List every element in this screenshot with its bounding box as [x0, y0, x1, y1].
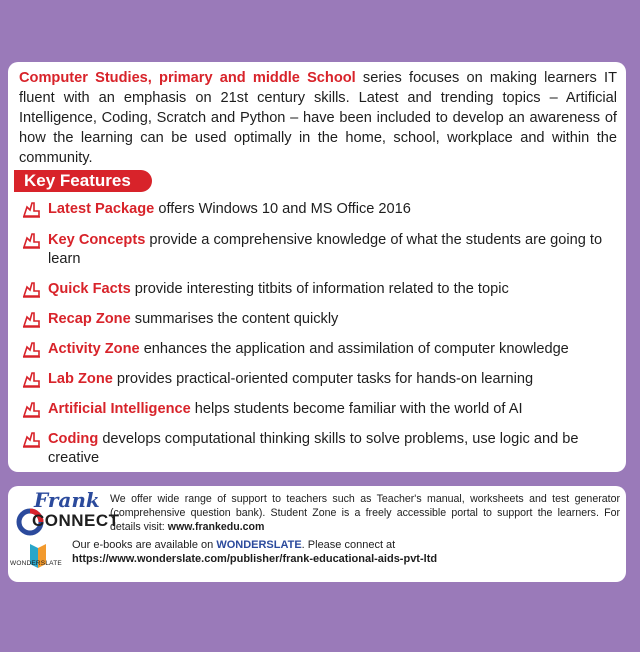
info-card: [8, 62, 626, 472]
feature-desc: develops computational thinking skills to solve problems, use logic and be creative: [48, 431, 579, 466]
hand-pointer-icon: [22, 311, 42, 329]
hand-pointer-icon: [22, 371, 42, 389]
series-title: Computer Studies, primary and middle School: [19, 70, 356, 86]
feature-key: Coding: [48, 431, 99, 447]
feature-desc: helps students become familiar with the world of AI: [190, 401, 523, 417]
feature-key: Activity Zone: [48, 341, 140, 357]
feature-key: Artificial Intelligence: [48, 401, 191, 417]
support-panel: [8, 486, 626, 582]
wonderslate-book-icon: [16, 538, 68, 578]
feature-desc: offers Windows 10 and MS Office 2016: [154, 201, 411, 217]
hand-pointer-icon: [22, 341, 42, 359]
feature-desc: provides practical-oriented computer tasks for hands-on learning: [112, 371, 534, 387]
ws-text-part2: . Please connect at: [301, 539, 396, 551]
feature-key: Recap Zone: [48, 311, 131, 327]
hand-pointer-icon: [22, 281, 42, 299]
ws-brand: WONDERSLATE: [216, 539, 302, 551]
feature-key: Key Concepts: [48, 232, 146, 248]
key-features-heading: Key Features: [14, 170, 152, 192]
feature-desc: enhances the application and assimilation of computer knowledge: [139, 341, 569, 357]
hand-pointer-icon: [22, 431, 42, 449]
wonderslate-link[interactable]: https://www.wonderslate.com/publisher/frank-educational-aids-pvt-ltd: [72, 553, 438, 565]
frank-support-text: [110, 492, 620, 534]
frank-logo-word: Frank: [34, 488, 100, 512]
ws-text-part1: Our e-books are available on: [72, 539, 217, 551]
hand-pointer-icon: [22, 201, 42, 219]
wonderslate-text: [72, 538, 612, 566]
feature-desc: summarises the content quickly: [130, 311, 339, 327]
hand-pointer-icon: [22, 232, 42, 250]
hand-pointer-icon: [22, 401, 42, 419]
intro-paragraph: [19, 68, 617, 168]
connect-logo-word: CONNECT: [32, 511, 120, 530]
feature-key: Latest Package: [48, 201, 155, 217]
feature-desc: provide interesting titbits of information related to the topic: [130, 281, 509, 297]
feature-desc: provide a comprehensive knowledge of what the students are going to learn: [48, 232, 603, 267]
wonderslate-logo-label: WONDERSLATE: [10, 560, 62, 567]
intro-text: series focuses on making learners IT fluent with an emphasis on 21st century skills. Latest and trending topics – Artificial Intelligence, Coding, Scratch and Python – have been included to develop an awareness of how the learning can be used optimally in the home, school, workplace and within the community.: [19, 70, 617, 166]
frank-website-link[interactable]: www.frankedu.com: [167, 521, 265, 533]
feature-key: Quick Facts: [48, 281, 131, 297]
frank-connect-logo: [14, 488, 120, 536]
feature-key: Lab Zone: [48, 371, 113, 387]
frank-support-desc: We offer wide range of support to teachers such as Teacher's manual, worksheets and test generator (comprehensive question bank). Student Zone is a freely accessible portal to support the learners. For details visit:: [110, 493, 620, 533]
